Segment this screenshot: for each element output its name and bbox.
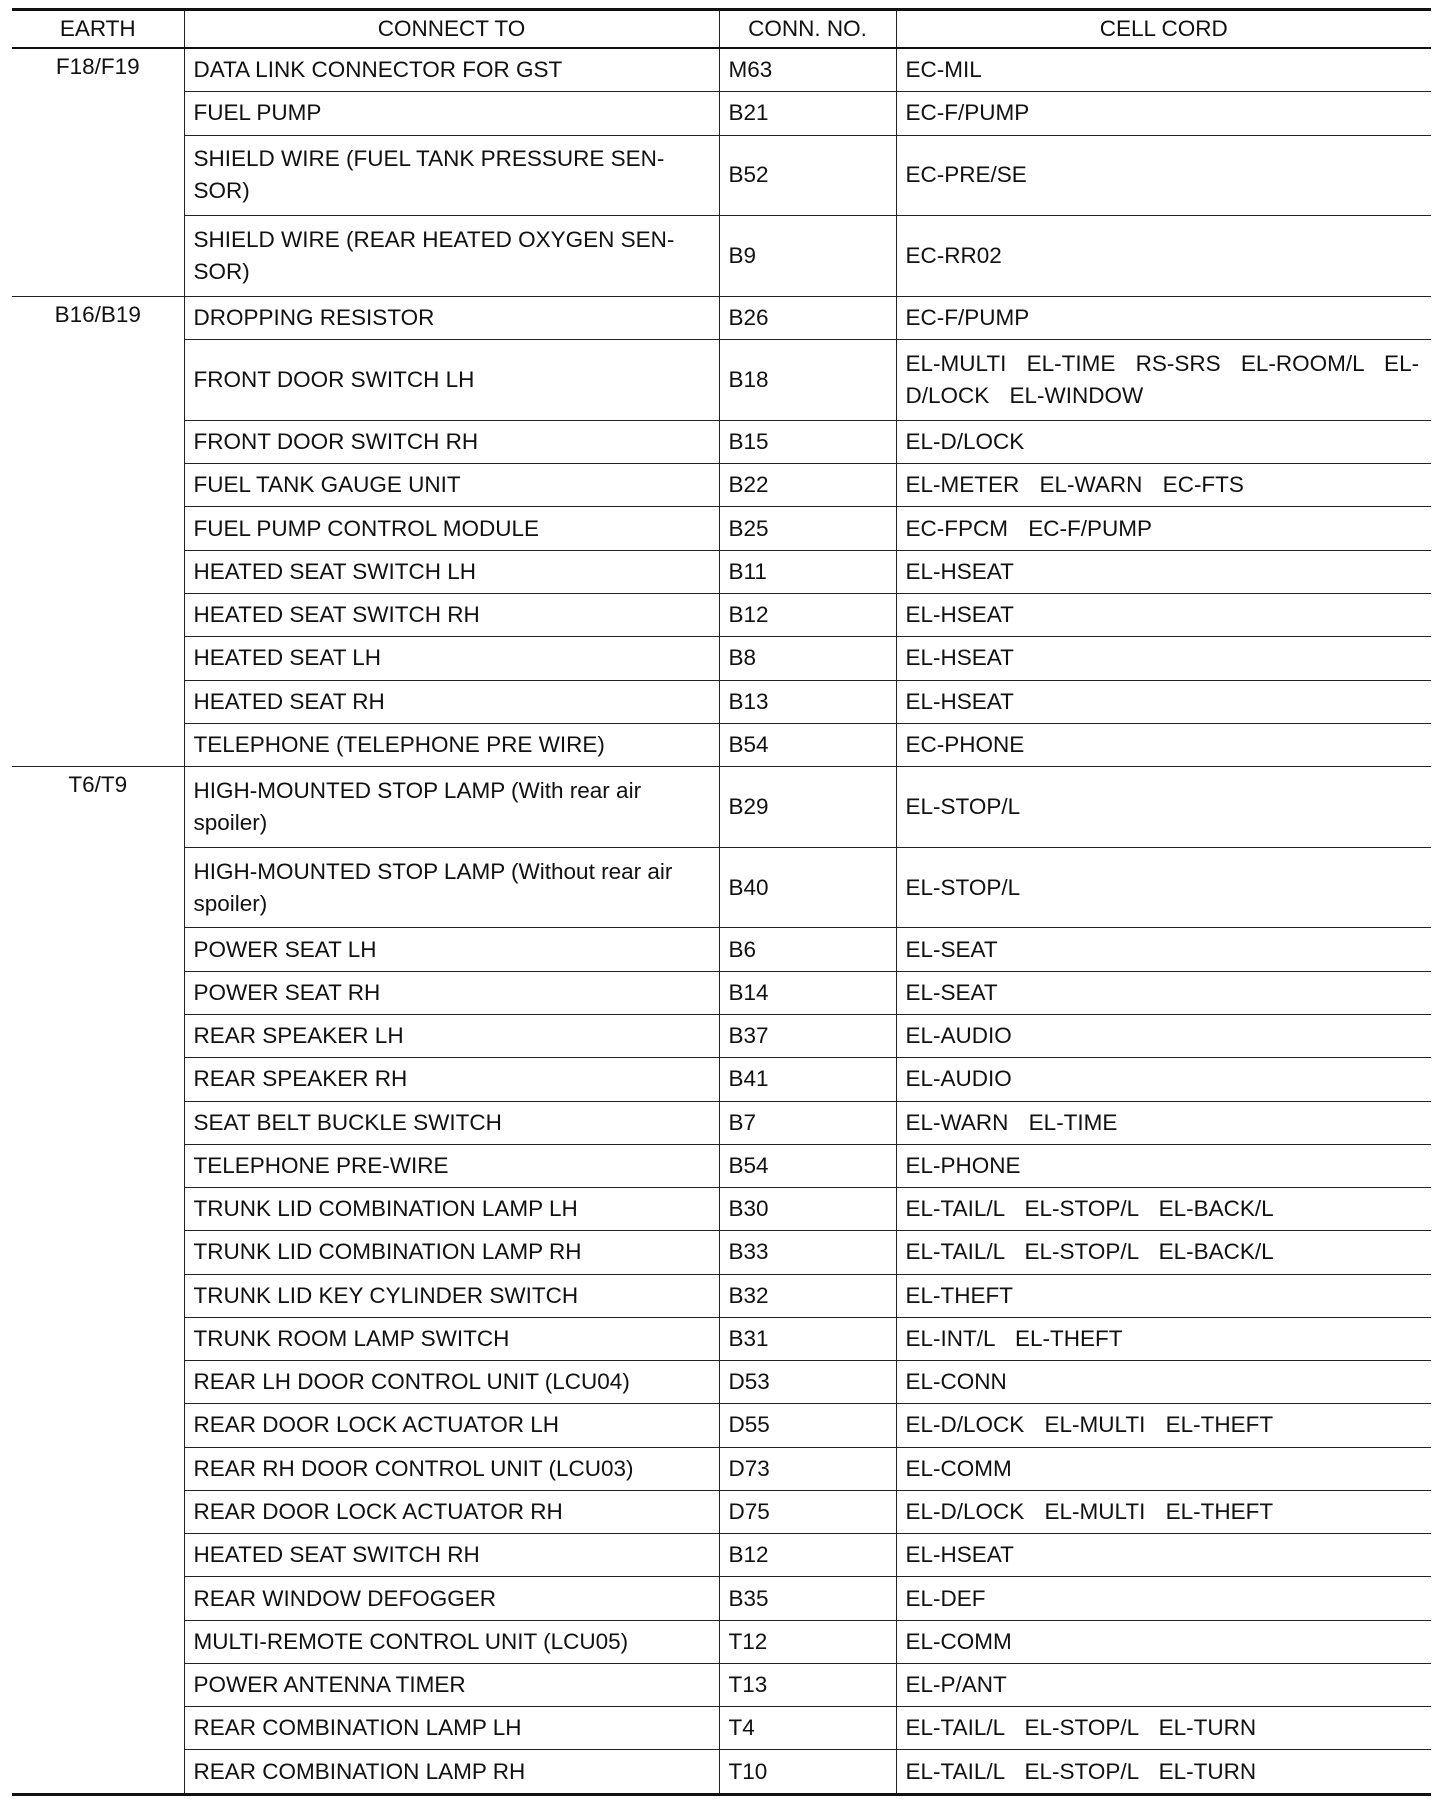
table-header-row bbox=[12, 10, 1431, 49]
cell-cord-cell: EL-D/LOCK EL-MULTI EL-THEFT bbox=[896, 1490, 1431, 1533]
cell-cord-cell: EL-HSEAT bbox=[896, 1534, 1431, 1577]
conn-no-cell: B7 bbox=[719, 1101, 896, 1144]
connect-to-cell: REAR RH DOOR CONTROL UNIT (LCU03) bbox=[184, 1447, 719, 1490]
cell-cord-cell: EL-STOP/L bbox=[896, 767, 1431, 848]
connect-to-cell: SEAT BELT BUCKLE SWITCH bbox=[184, 1101, 719, 1144]
cell-cord-cell: EC-RR02 bbox=[896, 216, 1431, 297]
connect-to-cell: REAR SPEAKER LH bbox=[184, 1014, 719, 1057]
connect-to-cell: FUEL PUMP CONTROL MODULE bbox=[184, 507, 719, 550]
table-row bbox=[12, 1274, 1431, 1317]
connect-to-cell: HEATED SEAT SWITCH RH bbox=[184, 1534, 719, 1577]
table-row bbox=[12, 1361, 1431, 1404]
cell-cord-cell: EL-SEAT bbox=[896, 971, 1431, 1014]
table-body bbox=[12, 48, 1431, 1795]
cell-cord-cell: EL-P/ANT bbox=[896, 1663, 1431, 1706]
connect-to-cell: SHIELD WIRE (REAR HEATED OXYGEN SEN-SOR) bbox=[184, 216, 719, 297]
table-row bbox=[12, 723, 1431, 766]
table-row bbox=[12, 1490, 1431, 1533]
table-row bbox=[12, 92, 1431, 135]
header-connect-to: CONNECT TO bbox=[184, 10, 719, 49]
cell-cord-cell: EC-FPCM EC-F/PUMP bbox=[896, 507, 1431, 550]
cell-cord-cell: EL-D/LOCK EL-MULTI EL-THEFT bbox=[896, 1404, 1431, 1447]
cell-cord-cell: EL-METER EL-WARN EC-FTS bbox=[896, 464, 1431, 507]
table-row bbox=[12, 1231, 1431, 1274]
conn-no-cell: B30 bbox=[719, 1188, 896, 1231]
conn-no-cell: B52 bbox=[719, 135, 896, 216]
connect-to-cell: HEATED SEAT SWITCH RH bbox=[184, 594, 719, 637]
connect-to-cell: SHIELD WIRE (FUEL TANK PRESSURE SEN-SOR) bbox=[184, 135, 719, 216]
conn-no-cell: T10 bbox=[719, 1750, 896, 1795]
conn-no-cell: B33 bbox=[719, 1231, 896, 1274]
conn-no-cell: B12 bbox=[719, 1534, 896, 1577]
conn-no-cell: B54 bbox=[719, 723, 896, 766]
cell-cord-cell: EL-D/LOCK bbox=[896, 420, 1431, 463]
connect-to-cell: FRONT DOOR SWITCH LH bbox=[184, 340, 719, 421]
conn-no-cell: B14 bbox=[719, 971, 896, 1014]
table-row bbox=[12, 1707, 1431, 1750]
connect-to-cell: MULTI-REMOTE CONTROL UNIT (LCU05) bbox=[184, 1620, 719, 1663]
cell-cord-cell: EL-STOP/L bbox=[896, 847, 1431, 928]
table-row bbox=[12, 507, 1431, 550]
connect-to-cell: REAR LH DOOR CONTROL UNIT (LCU04) bbox=[184, 1361, 719, 1404]
earth-cell: T6/T9 bbox=[12, 767, 184, 1795]
conn-no-cell: D55 bbox=[719, 1404, 896, 1447]
conn-no-cell: B18 bbox=[719, 340, 896, 421]
header-earth: EARTH bbox=[12, 10, 184, 49]
conn-no-cell: B29 bbox=[719, 767, 896, 848]
conn-no-cell: B37 bbox=[719, 1014, 896, 1057]
conn-no-cell: B9 bbox=[719, 216, 896, 297]
conn-no-cell: B31 bbox=[719, 1317, 896, 1360]
table-row bbox=[12, 971, 1431, 1014]
conn-no-cell: B41 bbox=[719, 1058, 896, 1101]
connect-to-cell: DATA LINK CONNECTOR FOR GST bbox=[184, 48, 719, 92]
table-row bbox=[12, 1447, 1431, 1490]
table-row bbox=[12, 1014, 1431, 1057]
header-cell-cord: CELL CORD bbox=[896, 10, 1431, 49]
table-row bbox=[12, 1317, 1431, 1360]
cell-cord-cell: EL-SEAT bbox=[896, 928, 1431, 971]
table-row bbox=[12, 1663, 1431, 1706]
cell-cord-cell: EL-HSEAT bbox=[896, 550, 1431, 593]
conn-no-cell: D75 bbox=[719, 1490, 896, 1533]
connect-to-cell: HIGH-MOUNTED STOP LAMP (With rear air spoiler) bbox=[184, 767, 719, 848]
cell-cord-cell: EL-COMM bbox=[896, 1620, 1431, 1663]
earth-cell: F18/F19 bbox=[12, 48, 184, 296]
table-row bbox=[12, 340, 1431, 421]
cell-cord-cell: EC-PRE/SE bbox=[896, 135, 1431, 216]
cell-cord-cell: EC-F/PUMP bbox=[896, 296, 1431, 339]
cell-cord-cell: EL-AUDIO bbox=[896, 1058, 1431, 1101]
table-row bbox=[12, 1188, 1431, 1231]
connect-to-cell: REAR DOOR LOCK ACTUATOR RH bbox=[184, 1490, 719, 1533]
cell-cord-cell: EL-PHONE bbox=[896, 1144, 1431, 1187]
table-row bbox=[12, 767, 1431, 848]
connect-to-cell: POWER ANTENNA TIMER bbox=[184, 1663, 719, 1706]
conn-no-cell: B11 bbox=[719, 550, 896, 593]
table-row bbox=[12, 464, 1431, 507]
cell-cord-cell: EL-HSEAT bbox=[896, 680, 1431, 723]
earth-cell: B16/B19 bbox=[12, 296, 184, 766]
table-row bbox=[12, 420, 1431, 463]
table-row bbox=[12, 296, 1431, 339]
connect-to-cell: FUEL TANK GAUGE UNIT bbox=[184, 464, 719, 507]
connect-to-cell: FUEL PUMP bbox=[184, 92, 719, 135]
cell-cord-cell: EL-COMM bbox=[896, 1447, 1431, 1490]
connect-to-cell: REAR COMBINATION LAMP LH bbox=[184, 1707, 719, 1750]
conn-no-cell: D53 bbox=[719, 1361, 896, 1404]
connect-to-cell: REAR DOOR LOCK ACTUATOR LH bbox=[184, 1404, 719, 1447]
cell-cord-cell: EL-DEF bbox=[896, 1577, 1431, 1620]
conn-no-cell: B15 bbox=[719, 420, 896, 463]
cell-cord-cell: EL-MULTI EL-TIME RS-SRS EL-ROOM/L EL-D/LOCK EL-WINDOW bbox=[896, 340, 1431, 421]
conn-no-cell: B21 bbox=[719, 92, 896, 135]
connect-to-cell: POWER SEAT LH bbox=[184, 928, 719, 971]
table-row bbox=[12, 1058, 1431, 1101]
table-row bbox=[12, 1144, 1431, 1187]
cell-cord-cell: EL-THEFT bbox=[896, 1274, 1431, 1317]
table-row bbox=[12, 1404, 1431, 1447]
connect-to-cell: REAR COMBINATION LAMP RH bbox=[184, 1750, 719, 1795]
cell-cord-cell: EC-PHONE bbox=[896, 723, 1431, 766]
cell-cord-cell: EL-INT/L EL-THEFT bbox=[896, 1317, 1431, 1360]
table-row bbox=[12, 1620, 1431, 1663]
connect-to-cell: TRUNK LID COMBINATION LAMP RH bbox=[184, 1231, 719, 1274]
conn-no-cell: D73 bbox=[719, 1447, 896, 1490]
connect-to-cell: POWER SEAT RH bbox=[184, 971, 719, 1014]
conn-no-cell: B8 bbox=[719, 637, 896, 680]
connect-to-cell: HEATED SEAT RH bbox=[184, 680, 719, 723]
table-row bbox=[12, 594, 1431, 637]
connect-to-cell: FRONT DOOR SWITCH RH bbox=[184, 420, 719, 463]
conn-no-cell: B13 bbox=[719, 680, 896, 723]
cell-cord-cell: EL-TAIL/L EL-STOP/L EL-BACK/L bbox=[896, 1188, 1431, 1231]
cell-cord-cell: EL-TAIL/L EL-STOP/L EL-TURN bbox=[896, 1750, 1431, 1795]
table-row bbox=[12, 1101, 1431, 1144]
conn-no-cell: B22 bbox=[719, 464, 896, 507]
cell-cord-cell: EC-F/PUMP bbox=[896, 92, 1431, 135]
connect-to-cell: REAR WINDOW DEFOGGER bbox=[184, 1577, 719, 1620]
cell-cord-cell: EL-AUDIO bbox=[896, 1014, 1431, 1057]
table-row bbox=[12, 135, 1431, 216]
conn-no-cell: M63 bbox=[719, 48, 896, 92]
conn-no-cell: B26 bbox=[719, 296, 896, 339]
connect-to-cell: HIGH-MOUNTED STOP LAMP (Without rear air spoiler) bbox=[184, 847, 719, 928]
connect-to-cell: TRUNK LID KEY CYLINDER SWITCH bbox=[184, 1274, 719, 1317]
conn-no-cell: B35 bbox=[719, 1577, 896, 1620]
table-row bbox=[12, 1577, 1431, 1620]
conn-no-cell: B25 bbox=[719, 507, 896, 550]
conn-no-cell: T12 bbox=[719, 1620, 896, 1663]
conn-no-cell: T4 bbox=[719, 1707, 896, 1750]
cell-cord-cell: EC-MIL bbox=[896, 48, 1431, 92]
connect-to-cell: TELEPHONE (TELEPHONE PRE WIRE) bbox=[184, 723, 719, 766]
cell-cord-cell: EL-CONN bbox=[896, 1361, 1431, 1404]
cell-cord-cell: EL-HSEAT bbox=[896, 637, 1431, 680]
connect-to-cell: TELEPHONE PRE-WIRE bbox=[184, 1144, 719, 1187]
conn-no-cell: T13 bbox=[719, 1663, 896, 1706]
earth-connector-table bbox=[12, 8, 1431, 1796]
table-row bbox=[12, 216, 1431, 297]
table-row bbox=[12, 1750, 1431, 1795]
table-row bbox=[12, 847, 1431, 928]
table-row bbox=[12, 550, 1431, 593]
cell-cord-cell: EL-HSEAT bbox=[896, 594, 1431, 637]
table-row bbox=[12, 637, 1431, 680]
cell-cord-cell: EL-WARN EL-TIME bbox=[896, 1101, 1431, 1144]
cell-cord-cell: EL-TAIL/L EL-STOP/L EL-TURN bbox=[896, 1707, 1431, 1750]
conn-no-cell: B12 bbox=[719, 594, 896, 637]
table-row bbox=[12, 1534, 1431, 1577]
conn-no-cell: B32 bbox=[719, 1274, 896, 1317]
connect-to-cell: REAR SPEAKER RH bbox=[184, 1058, 719, 1101]
header-conn-no: CONN. NO. bbox=[719, 10, 896, 49]
table-row bbox=[12, 48, 1431, 92]
connect-to-cell: TRUNK ROOM LAMP SWITCH bbox=[184, 1317, 719, 1360]
cell-cord-cell: EL-TAIL/L EL-STOP/L EL-BACK/L bbox=[896, 1231, 1431, 1274]
connect-to-cell: HEATED SEAT SWITCH LH bbox=[184, 550, 719, 593]
connect-to-cell: DROPPING RESISTOR bbox=[184, 296, 719, 339]
table-row bbox=[12, 680, 1431, 723]
table-row bbox=[12, 928, 1431, 971]
connect-to-cell: HEATED SEAT LH bbox=[184, 637, 719, 680]
conn-no-cell: B40 bbox=[719, 847, 896, 928]
conn-no-cell: B6 bbox=[719, 928, 896, 971]
conn-no-cell: B54 bbox=[719, 1144, 896, 1187]
connect-to-cell: TRUNK LID COMBINATION LAMP LH bbox=[184, 1188, 719, 1231]
